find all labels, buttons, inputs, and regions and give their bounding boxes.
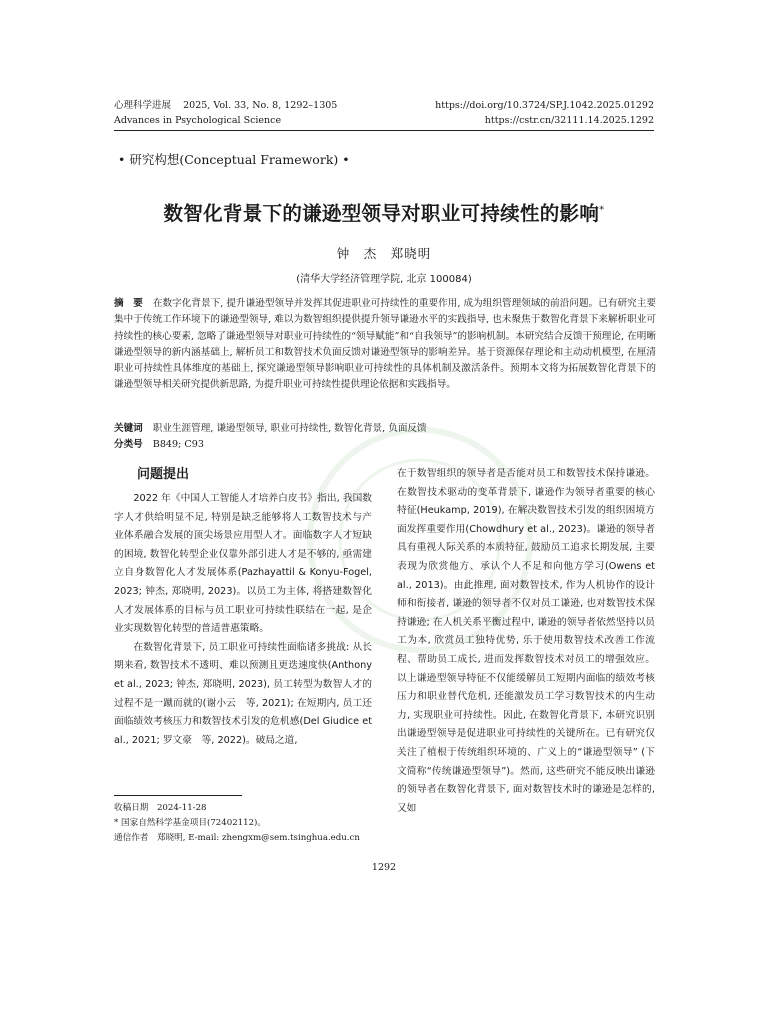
section-tag: • 研究构想(Conceptual Framework) • (118, 152, 350, 167)
paper-title (100, 198, 668, 226)
volume-info: 2025, Vol. 33, No. 8, 1292–1305 (183, 100, 338, 111)
running-header-line-1 (114, 99, 654, 112)
footnote-rule (114, 795, 242, 796)
body-column-left (114, 490, 372, 750)
abstract (114, 296, 656, 394)
footnotes (114, 801, 360, 846)
keywords (114, 421, 656, 437)
doi-link[interactable]: https://doi.org/10.3724/SP.J.1042.2025.01292 (435, 100, 654, 111)
body-paragraph: 在数智化背景下, 员工职业可持续性面临诸多挑战: 从长期来看, 数智技术不透明、难以预测且更迭速度快(Anthony et al., 2023; 钟杰, 郑晓明, 2023), 员工转型为数智人才的过程不是一蹴而就的(谢小云 等, 2021); 在短期内, 员工还面临绩效考核压力和数智技术引发的危机感(Del Giudice et al., 2021; 罗文豪 等, 2022)。破局之道, (114, 641, 372, 746)
running-header-line-2 (114, 114, 654, 127)
body-paragraph: 在于数智组织的领导者是否能对员工和数智技术保持谦逊。在数智技术驱动的变革背景下, 谦逊作为领导者重要的核心特征(Heukamp, 2019), 在解决数智技术引发的组织困境方面发挥重要作用(Chowdhury et al., 2023)。谦逊的领导者具有重视人际关系的本质特征, 鼓励员工追求长期发展, 主要表现为欣赏他方、承认个人不足和向他方学习(Owens et al., 2013)。由此推理, 面对数智技术, 作为人机协作的设计师和衔接者, 谦逊的领导者不仅对员工谦逊, 也对数智技术保持谦逊; 在人机关系平衡过程中, 谦逊的领导者依然坚持以员工为本, 欣赏员工独特优势, 乐于使用数智技术改善工作流程、帮助员工成长, 进而发挥数智技术对员工的增强效应。以上谦逊型领导特征不仅能缓解员工短期内面临的绩效考核压力和职业替代危机, 还能激发员工学习数智技术的内生动力, 实现职业可持续性。因此, 在数智化背景下, 本研究识别出谦逊型领导是促进职业可持续性的关键所在。已有研究仅关注了植根于传统组织环境的、广义上的“谦逊型领导” (下文简称“传统谦逊型领导”)。然而, 这些研究不能反映出谦逊的领导者在数智化背景下, 面对数智技术时的谦逊是怎样的, 又如 (397, 468, 655, 814)
affiliation: (清华大学经济管理学院, 北京 100084) (296, 274, 472, 285)
journal-name-en: Advances in Psychological Science (114, 115, 282, 126)
body-paragraph: 2022 年《中国人工智能人才培养白皮书》指出, 我国数字人才供给明显不足, 特别是缺乏能够将人工数智技术与产业体系融合发展的顶尖场景应用型人才。面临数字人才短缺的困境, 数智化转型企业仅靠外部引进人才是不够的, 亟需建立自身数智化人才发展体系(Pazhayattil & Konyu-Fogel, 2023; 钟杰, 郑晓明, 2023)。以员工为主体, 将搭建数智化人才发展体系的目标与员工职业可持续性联结在一起, 是企业实现数智化转型的普适普惠策略。 (114, 493, 372, 635)
footnote-fund: * 国家自然科学基金项目(72402112)。 (114, 818, 267, 828)
author-list: 钟 杰 郑晓明 (336, 246, 432, 261)
page-number: 1292 (371, 862, 397, 873)
body-column-right (397, 465, 655, 818)
paper-title-text: 数智化背景下的谦逊型领导对职业可持续性的影响 (163, 202, 600, 225)
title-footnote-mark: * (599, 204, 605, 216)
abstract-text: 在数字化背景下, 提升谦逊型领导并发挥其促进职业可持续性的重要作用, 成为组织管理领域的前沿问题。已有研究主要集中于传统工作环境下的谦逊型领导, 难以为数智组织提供提升领导谦逊水平的实践指导, 也未聚焦于数智化背景下来解析职业可持续性的核心要素, 忽略了谦逊型领导对职业可持续性的“领导赋能”和“自我领导”的影响机制。本研究结合反馈干预理论, 在明晰谦逊型领导的新内涵基础上, 解析员工和数智技术负面反馈对谦逊型领导的影响差异。基于资源保存理论和主动动机模型, 在厘清职业可持续性具体维度的基础上, 探究谦逊型领导影响职业可持续性的具体机制及激活条件。预期本文将为拓展数智化背景下的谦逊型领导相关研究提供新思路, 为提升职业可持续性提供理论依据和实践指导。 (114, 298, 657, 391)
keywords-label: 关键词 (114, 423, 143, 434)
journal-name-cn: 心理科学进展 (114, 100, 172, 111)
abstract-label: 摘 要 (114, 298, 143, 309)
keywords-text: 职业生涯管理, 谦逊型领导, 职业可持续性, 数智化背景, 负面反馈 (152, 423, 427, 434)
section-heading: 问题提出 (137, 467, 190, 482)
classification-number (114, 437, 204, 453)
cstr-link[interactable]: https://cstr.cn/32111.14.2025.1292 (484, 115, 654, 126)
header-rule (114, 130, 654, 131)
clc-text: B849; C93 (152, 439, 204, 450)
clc-label: 分类号 (114, 439, 143, 450)
footnote-correspondence: 通信作者 郑晓明, E-mail: zhengxm@sem.tsinghua.edu.cn (114, 833, 360, 843)
footnote-received: 收稿日期 2024-11-28 (114, 803, 207, 813)
